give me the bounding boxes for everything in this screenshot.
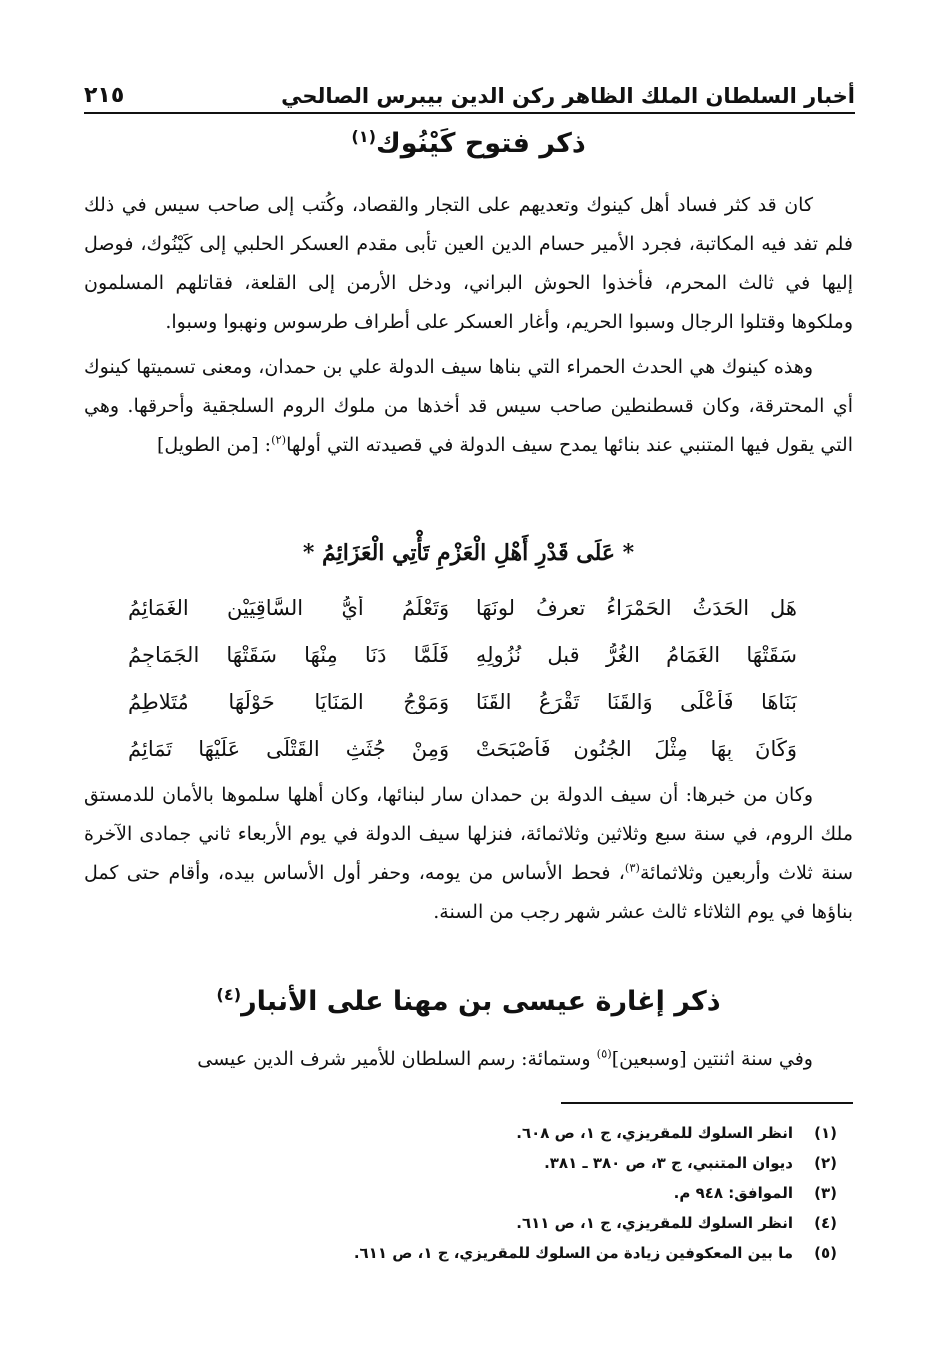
section-heading-anbar (84, 986, 853, 1017)
paragraph-3-text: وكان من خبرها: أن سيف الدولة بن حمدان سار لبنائها، وكان أهلها سلموها بالأمان للدمستق ملك الروم، في سنة سبع وثلاثين وثلاثمائة، فنزلها سيف الدولة في يوم الأربعاء ثاني جمادى الآخرة سنة ثلاث وأربعين وثلاثمائة (84, 784, 853, 884)
footnote-text: انظر السلوك للمقريزي، ج ١، ص ٦١١. (516, 1214, 793, 1232)
section-heading-kaynuk (84, 128, 853, 159)
paragraph-4-text: وفي سنة اثنتين [وسبعين] (611, 1048, 813, 1070)
paragraph-4 (84, 1040, 853, 1079)
note-marker-2: (٢) (271, 432, 287, 447)
verse-second-hemistich: فَلَمَّا دَنَا مِنْهَا سَقَتْهَا الجَمَاجِمُ (128, 642, 450, 667)
paragraph-3 (84, 776, 853, 932)
footnote (84, 1178, 837, 1208)
verse-first-hemistich: هَلِ الحَدَثُ الحَمْرَاءُ تعرفُ لونَهَا (475, 595, 797, 620)
paragraph-1: كان قد كثر فساد أهل كينوك وتعديهم على التجار والقصاد، وكُتب إلى صاحب سيس في ذلك فلم تفد فيه المكاتبة، فجرد الأمير حسام الدين العين تأبى مقدم العسكر الحلبي إلى كَيْنُوك، فوصل إليها في ثالث المحرم، فأخذوا الحوش البراني، ودخل الأرمن إلى القلعة، فقاتلهم المسلمون وملكوها وقتلوا الرجال وسبوا الحريم، وأغار العسكر على أطراف طرسوس ونهبوا وسبوا. (84, 194, 853, 333)
running-header (84, 62, 855, 114)
footnote (84, 1118, 837, 1148)
heading-text: ذكر إغارة عيسى بن مهنا على الأنبار (241, 986, 721, 1017)
paragraph-3-text-continued: ، فحط الأساس من يومه، وحفر أول الأساس بيده، وأقام حتى كمل بناؤها في يوم الثلاثاء ثالث عشر شهر رجب من السنة. (84, 862, 853, 923)
running-title: أخبار السلطان الملك الظاهر ركن الدين بيبرس الصالحي (281, 84, 855, 108)
footnote-text: ما بين المعكوفين زيادة من السلوك للمقريزي، ج ١، ص ٦١١. (353, 1244, 793, 1262)
section2-body (84, 1040, 853, 1079)
verse-row (128, 725, 797, 772)
footnote (84, 1208, 837, 1238)
footnote-text: الموافق: ٩٤٨ م. (673, 1184, 793, 1202)
verse-second-hemistich: وَمَوْجُ المَنَايَا حَوْلَهَا مُتَلاطِمُ (128, 689, 450, 714)
footnotes (84, 1118, 837, 1268)
section1-body-continued (84, 776, 853, 932)
verse-second-hemistich: وَمِنْ جُثَثِ القَتْلَى عَلَيْهَا تَمَائِمُ (128, 736, 450, 761)
meter-label: : [من الطويل] (156, 434, 272, 456)
verse-first-hemistich: بَنَاهَا فَأَعْلَى وَالقَنَا تَقْرَعُ القَنَا (475, 689, 797, 714)
verse-second-hemistich: وَتَعْلَمُ أَيُّ السَّاقِيَيْنِ الغَمَائِمُ (128, 595, 450, 620)
heading-note-marker: (١) (351, 127, 377, 146)
heading-text: ذكر فتوح كَيْنُوك (376, 128, 586, 159)
note-marker-5: (٥) (596, 1046, 612, 1061)
verse-first-hemistich: سَقَتْهَا الغَمَامُ الغُرُّ قبل نُزُولِهِ (475, 642, 797, 667)
heading-note-marker: (٤) (216, 985, 242, 1004)
footnote-number: (٥) (814, 1244, 837, 1262)
verse-row (128, 584, 797, 631)
footnote-separator (561, 1102, 853, 1104)
footnote-number: (٢) (814, 1154, 837, 1172)
footnote (84, 1238, 837, 1268)
footnote-number: (١) (814, 1124, 837, 1142)
paragraph-2 (84, 348, 853, 465)
section1-body (84, 186, 853, 465)
paragraph-2-text: وهذه كينوك هي الحدث الحمراء التي بناها سيف الدولة علي بن حمدان، ومعنى تسميتها كينوك أي المحترقة، وكان قسطنطين صاحب سيس قد أخذها من ملوك الروم السلجقية وأحرقها. وهي التي يقول فيها المتنبي عند بنائها يمدح سيف الدولة في قصيدته التي أولها (84, 356, 853, 456)
paragraph-4-text-continued: وستمائة: رسم السلطان للأمير شرف الدين عيسى (197, 1048, 597, 1070)
page-number: ٢١٥ (84, 83, 125, 108)
footnote (84, 1148, 837, 1178)
footnote-number: (٣) (814, 1184, 837, 1202)
verse-intro: * عَلَى قَدْرِ أَهْلِ الْعَزْمِ تَأْتِي الْعَزَائِمُ * (302, 540, 635, 566)
verse-row (128, 631, 797, 678)
poem-verses (128, 584, 797, 772)
footnote-number: (٤) (814, 1214, 837, 1232)
footnote-text: ديوان المتنبي، ج ٣، ص ٣٨٠ ـ ٣٨١. (544, 1154, 793, 1172)
verse-row (128, 678, 797, 725)
footnote-text: انظر السلوك للمقريزي، ج ١، ص ٦٠٨. (516, 1124, 793, 1142)
verse-first-hemistich: وَكَانَ بِهَا مِثْلَ الجُنُونِ فَأَصْبَحَتْ (475, 736, 797, 761)
note-marker-3: (٣) (624, 860, 640, 875)
